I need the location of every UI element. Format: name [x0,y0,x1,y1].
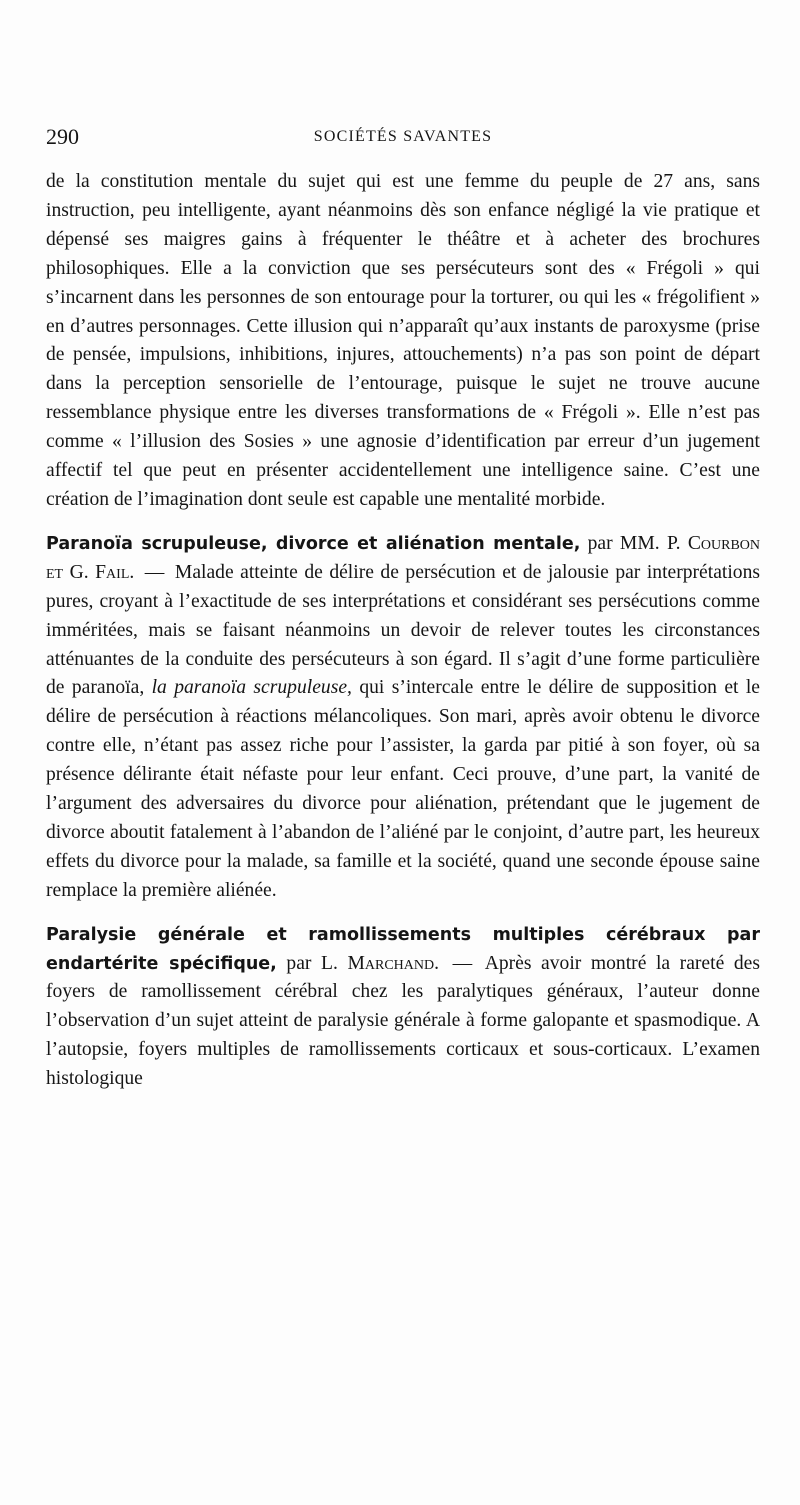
body-text [46,168,760,1094]
abstract-title: Paralysie générale et ramollissements multiples cérébraux par endartérite spécifique, [46,924,760,974]
authors-prefix: MM. [619,532,660,554]
running-head: SOCIÉTÉS SAVANTES [313,128,493,145]
paragraph-continuation [46,168,760,515]
abstract-authors: L. Marchand. [321,952,440,974]
em-dash: — [452,952,473,974]
abstract-text-part1: Malade atteinte de délire de persécution et de jalousie par interprétations pures, croyant à l’exactitude de ses interprétations et considérant ses persécutions comme imméritées, mais se faisant néanmoins un devoir de relever toutes les circonstances atténuantes de la conduite des persécuteurs à son égard. Il s’agit d’une forme particulière de paranoïa, [46,561,761,699]
abstract-text-part2: qui s’intercale entre le délire de supposition et le délire de persécution à réactions mélancoliques. Son mari, après avoir obtenu le divorce contre elle, n’étant pas assez riche pour l’assister, la garda par pitié à son foyer, où sa présence délirante était néfaste pour leur enfant. Ceci prouve, d’une part, la vanité de l’argument des adversaires du divorce pour aliénation, prétendant que le jugement de divorce aboutit fatalement à l’abandon de l’aliéné par le conjoint, d’autre part, les heureux effets du divorce pour la malade, sa famille et la société, quand une seconde épouse saine remplace la première aliénée. [46,677,760,901]
page-number: 290 [46,124,79,149]
paragraph-text: de la constitution mentale du sujet qui est une femme du peuple de 27 ans, sans instruction, peu intelligente, ayant néanmoins dès son enfance négligé la vie pratique et dépensé ses maigres gains à fréquenter le théâtre et à acheter des brochures philosophiques. Elle a la conviction que ses persécuteurs sont des « Frégoli » qui s’incarnent dans les personnes de son entourage pour la torturer, ou qui les « frégolifient » en d’autres personnages. Cette illusion qui n’apparaît qu’aux instants de paroxysme (prise de pensée, impulsions, inhibitions, injures, attouchements) n’a pas son point de départ dans la perception sensorielle de l’entourage, puisque le sujet ne trouve aucune ressemblance physique entre les diverses transformations de « Frégoli ». Elle n’est pas comme « l’illusion des Sosies » une agnosie d’identification par erreur d’un jugement affectif tel que peut en présenter accidentellement une intelligence saine. C’est une création de l’imagination dont seule est capable une mentalité morbide. [46,171,760,510]
em-dash: — [144,561,165,583]
abstract-paranoia-scrupuleuse [46,530,760,906]
abstract-authors: P. Courbon et G. Fail. [46,532,760,583]
abstract-text: Après avoir montré la rareté des foyers de ramollissement cérébral chez les paralytiques généraux, l’auteur donne l’observation d’un sujet atteint de paralysie générale à forme galopante et spasmodique. A l’autopsie, foyers multiples de ramollissements corticaux et sous-corticaux. L’examen histologique [46,952,760,1090]
abstract-paralysie-generale [46,921,760,1094]
abstract-by: par [286,952,312,974]
abstract-by: par [587,532,613,554]
abstract-title: Paranoïa scrupuleuse, divorce et aliénation mentale, [46,533,581,554]
abstract-italic-term: la paranoïa scrupuleuse, [151,677,352,699]
page-header [46,124,760,154]
